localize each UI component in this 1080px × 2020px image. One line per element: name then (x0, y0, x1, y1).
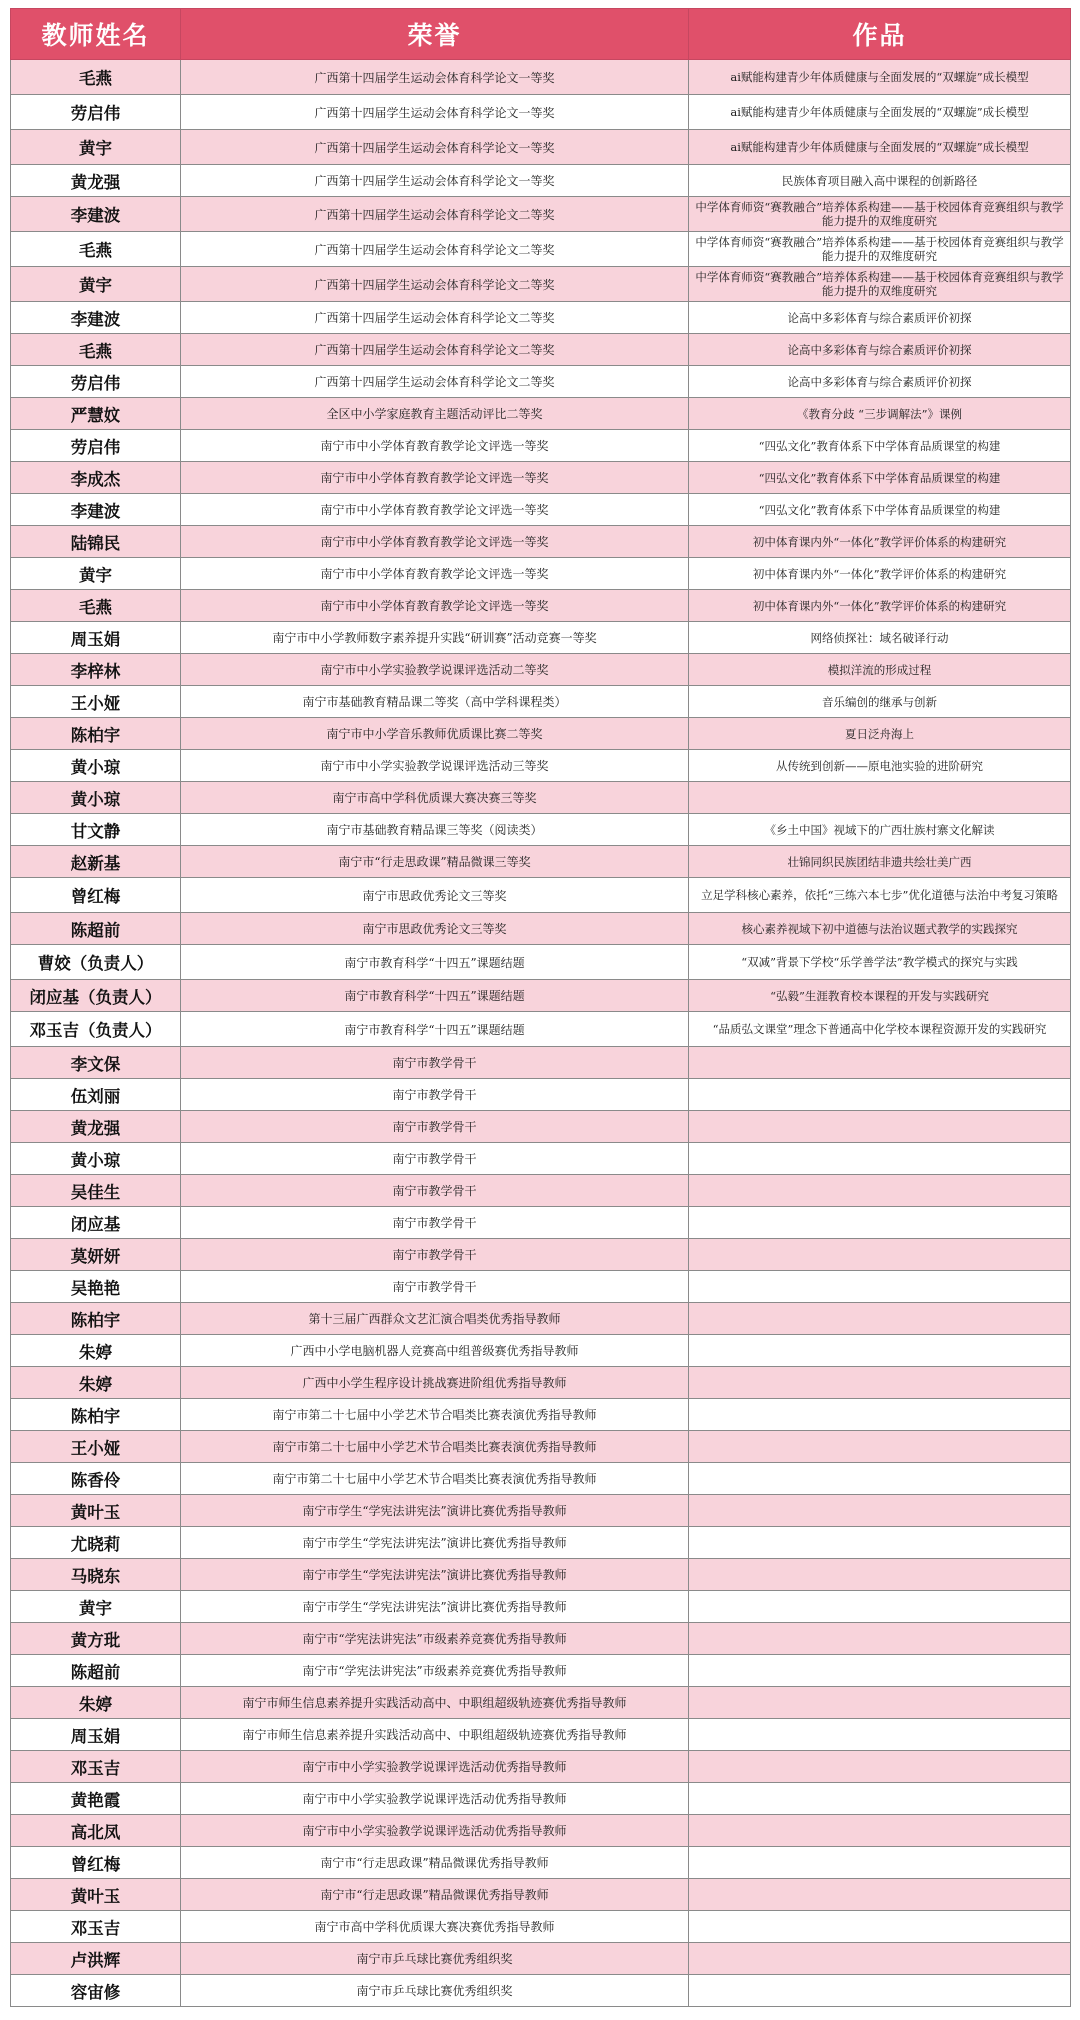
work-cell: “四弘文化”教育体系下中学体育品质课堂的构建 (689, 462, 1071, 494)
teacher-name-cell: 黄宇 (11, 1591, 181, 1623)
work-cell: 立足学科核心素养，依托“三练六本七步”优化道德与法治中考复习策略 (689, 878, 1071, 913)
table-row (11, 1463, 1071, 1495)
table-row (11, 1012, 1071, 1047)
header-teacher-name: 教师姓名 (11, 9, 181, 60)
teacher-name-cell: 容宙修 (11, 1975, 181, 2007)
teacher-name-cell: 黄小琼 (11, 782, 181, 814)
teacher-name-cell: 曾红梅 (11, 878, 181, 913)
honor-cell: 南宁市第二十七届中小学艺术节合唱类比赛表演优秀指导教师 (181, 1399, 689, 1431)
work-cell (689, 1687, 1071, 1719)
teacher-name-cell: 闭应基（负责人） (11, 980, 181, 1012)
work-cell: 音乐编创的继承与创新 (689, 686, 1071, 718)
teacher-name-cell: 赵新基 (11, 846, 181, 878)
teacher-name-cell: 李建波 (11, 197, 181, 232)
work-cell (689, 1719, 1071, 1751)
work-cell: ai赋能构建青少年体质健康与全面发展的“双螺旋”成长模型 (689, 130, 1071, 165)
work-cell (689, 1431, 1071, 1463)
honor-cell: 南宁市学生“学宪法讲宪法”演讲比赛优秀指导教师 (181, 1495, 689, 1527)
work-cell: ai赋能构建青少年体质健康与全面发展的“双螺旋”成长模型 (689, 95, 1071, 130)
table-row (11, 1239, 1071, 1271)
honor-cell: 南宁市中小学实验教学说课评选活动优秀指导教师 (181, 1783, 689, 1815)
work-cell (689, 1079, 1071, 1111)
honor-cell: 南宁市“学宪法讲宪法”市级素养竞赛优秀指导教师 (181, 1623, 689, 1655)
table-row (11, 95, 1071, 130)
work-cell: “四弘文化”教育体系下中学体育品质课堂的构建 (689, 494, 1071, 526)
work-cell: 论高中多彩体育与综合素质评价初探 (689, 366, 1071, 398)
teacher-name-cell: 甘文静 (11, 814, 181, 846)
honor-cell: 广西第十四届学生运动会体育科学论文二等奖 (181, 366, 689, 398)
work-cell: 中学体育师资“赛教融合”培养体系构建——基于校园体育竞赛组织与教学能力提升的双维度研究 (689, 197, 1071, 232)
work-cell: 模拟洋流的形成过程 (689, 654, 1071, 686)
teacher-name-cell: 黄宇 (11, 130, 181, 165)
work-cell: 《教育分歧 “三步调解法”》课例 (689, 398, 1071, 430)
teacher-name-cell: 陈柏宇 (11, 718, 181, 750)
teacher-name-cell: 陈柏宇 (11, 1303, 181, 1335)
teacher-name-cell: 卢洪辉 (11, 1943, 181, 1975)
teacher-name-cell: 伍刘丽 (11, 1079, 181, 1111)
teacher-name-cell: 李建波 (11, 302, 181, 334)
honor-cell: 南宁市中小学体育教育教学论文评选一等奖 (181, 462, 689, 494)
honor-cell: 南宁市“行走思政课”精品微课优秀指导教师 (181, 1879, 689, 1911)
table-row (11, 1399, 1071, 1431)
teacher-name-cell: 朱婷 (11, 1367, 181, 1399)
table-row (11, 1751, 1071, 1783)
honor-cell: 南宁市中小学体育教育教学论文评选一等奖 (181, 558, 689, 590)
honor-cell: 南宁市教学骨干 (181, 1047, 689, 1079)
table-row (11, 846, 1071, 878)
teacher-name-cell: 黄龙强 (11, 165, 181, 197)
table-row (11, 1847, 1071, 1879)
work-cell (689, 1143, 1071, 1175)
awards-table (10, 8, 1071, 2007)
teacher-name-cell: 陈超前 (11, 913, 181, 945)
work-cell (689, 1463, 1071, 1495)
teacher-name-cell: 黄小琼 (11, 750, 181, 782)
table-row (11, 814, 1071, 846)
work-cell (689, 1175, 1071, 1207)
honor-cell: 南宁市基础教育精品课三等奖（阅读类） (181, 814, 689, 846)
teacher-name-cell: 朱婷 (11, 1335, 181, 1367)
table-row (11, 1111, 1071, 1143)
honor-cell: 南宁市“学宪法讲宪法”市级素养竞赛优秀指导教师 (181, 1655, 689, 1687)
honor-cell: 南宁市高中学科优质课大赛决赛优秀指导教师 (181, 1911, 689, 1943)
teacher-name-cell: 李梓林 (11, 654, 181, 686)
honor-cell: 南宁市第二十七届中小学艺术节合唱类比赛表演优秀指导教师 (181, 1431, 689, 1463)
work-cell (689, 1111, 1071, 1143)
honor-cell: 南宁市中小学体育教育教学论文评选一等奖 (181, 526, 689, 558)
table-row (11, 1655, 1071, 1687)
honor-cell: 南宁市中小学教师数字素养提升实践“研训赛”活动竞赛一等奖 (181, 622, 689, 654)
work-cell (689, 1399, 1071, 1431)
table-row (11, 1271, 1071, 1303)
work-cell: 初中体育课内外“一体化”教学评价体系的构建研究 (689, 558, 1071, 590)
work-cell (689, 1847, 1071, 1879)
teacher-name-cell: 黄小琼 (11, 1143, 181, 1175)
table-row (11, 1335, 1071, 1367)
honor-cell: 南宁市学生“学宪法讲宪法”演讲比赛优秀指导教师 (181, 1591, 689, 1623)
teacher-name-cell: 陈香伶 (11, 1463, 181, 1495)
table-row (11, 494, 1071, 526)
teacher-name-cell: 邓玉吉 (11, 1911, 181, 1943)
table-row (11, 60, 1071, 95)
work-cell (689, 1815, 1071, 1847)
table-row (11, 398, 1071, 430)
work-cell: 初中体育课内外“一体化”教学评价体系的构建研究 (689, 590, 1071, 622)
table-row (11, 750, 1071, 782)
honor-cell: 广西第十四届学生运动会体育科学论文二等奖 (181, 232, 689, 267)
work-cell (689, 1367, 1071, 1399)
teacher-name-cell: 劳启伟 (11, 95, 181, 130)
work-cell (689, 1879, 1071, 1911)
teacher-name-cell: 黄叶玉 (11, 1879, 181, 1911)
honor-cell: 南宁市教学骨干 (181, 1111, 689, 1143)
honor-cell: 南宁市中小学实验教学说课评选活动优秀指导教师 (181, 1815, 689, 1847)
honor-cell: 南宁市乒乓球比赛优秀组织奖 (181, 1943, 689, 1975)
table-row (11, 334, 1071, 366)
honor-cell: 广西第十四届学生运动会体育科学论文一等奖 (181, 60, 689, 95)
work-cell: 夏日泛舟海上 (689, 718, 1071, 750)
table-row (11, 1975, 1071, 2007)
table-row (11, 430, 1071, 462)
work-cell: 中学体育师资“赛教融合”培养体系构建——基于校园体育竞赛组织与教学能力提升的双维度研究 (689, 267, 1071, 302)
honor-cell: 南宁市中小学实验教学说课评选活动三等奖 (181, 750, 689, 782)
work-cell: 核心素养视域下初中道德与法治议题式教学的实践探究 (689, 913, 1071, 945)
honor-cell: 南宁市中小学音乐教师优质课比赛二等奖 (181, 718, 689, 750)
table-row (11, 1815, 1071, 1847)
honor-cell: 南宁市基础教育精品课二等奖（高中学科课程类） (181, 686, 689, 718)
honor-cell: 南宁市教育科学“十四五”课题结题 (181, 1012, 689, 1047)
honor-cell: 南宁市中小学实验教学说课评选活动优秀指导教师 (181, 1751, 689, 1783)
table-row (11, 1047, 1071, 1079)
table-row (11, 1623, 1071, 1655)
table-row (11, 1719, 1071, 1751)
work-cell (689, 782, 1071, 814)
teacher-name-cell: 周玉娟 (11, 622, 181, 654)
teacher-name-cell: 黄龙强 (11, 1111, 181, 1143)
table-row (11, 622, 1071, 654)
table-row (11, 1431, 1071, 1463)
table-row (11, 1079, 1071, 1111)
honor-cell: 广西第十四届学生运动会体育科学论文二等奖 (181, 197, 689, 232)
teacher-name-cell: 劳启伟 (11, 430, 181, 462)
work-cell: 民族体育项目融入高中课程的创新路径 (689, 165, 1071, 197)
work-cell: “四弘文化”教育体系下中学体育品质课堂的构建 (689, 430, 1071, 462)
work-cell: ai赋能构建青少年体质健康与全面发展的“双螺旋”成长模型 (689, 60, 1071, 95)
teacher-name-cell: 闭应基 (11, 1207, 181, 1239)
header-row (11, 9, 1071, 60)
teacher-name-cell: 曾红梅 (11, 1847, 181, 1879)
honor-cell: 广西第十四届学生运动会体育科学论文一等奖 (181, 95, 689, 130)
teacher-name-cell: 王小娅 (11, 1431, 181, 1463)
table-row (11, 1783, 1071, 1815)
work-cell: 《乡土中国》视域下的广西壮族村寨文化解读 (689, 814, 1071, 846)
teacher-name-cell: 黄艳霞 (11, 1783, 181, 1815)
work-cell (689, 1271, 1071, 1303)
teacher-name-cell: 陆锦民 (11, 526, 181, 558)
work-cell: “双减”背景下学校“乐学善学法”教学模式的探究与实践 (689, 945, 1071, 980)
teacher-name-cell: 莫妍妍 (11, 1239, 181, 1271)
teacher-name-cell: 周玉娟 (11, 1719, 181, 1751)
teacher-name-cell: 李成杰 (11, 462, 181, 494)
work-cell (689, 1911, 1071, 1943)
honor-cell: 第十三届广西群众文艺汇演合唱类优秀指导教师 (181, 1303, 689, 1335)
teacher-name-cell: 陈柏宇 (11, 1399, 181, 1431)
honor-cell: 南宁市中小学体育教育教学论文评选一等奖 (181, 590, 689, 622)
honor-cell: 广西第十四届学生运动会体育科学论文二等奖 (181, 334, 689, 366)
table-row (11, 526, 1071, 558)
honor-cell: 南宁市教育科学“十四五”课题结题 (181, 980, 689, 1012)
table-header (11, 9, 1071, 60)
teacher-name-cell: 陈超前 (11, 1655, 181, 1687)
teacher-name-cell: 黄宇 (11, 267, 181, 302)
honor-cell: 南宁市教学骨干 (181, 1079, 689, 1111)
table-body (11, 60, 1071, 2007)
honor-cell: 南宁市教学骨干 (181, 1271, 689, 1303)
table-row (11, 1911, 1071, 1943)
teacher-name-cell: 黄方玭 (11, 1623, 181, 1655)
work-cell (689, 1975, 1071, 2007)
table-row (11, 1943, 1071, 1975)
honor-cell: 南宁市学生“学宪法讲宪法”演讲比赛优秀指导教师 (181, 1527, 689, 1559)
work-cell: 论高中多彩体育与综合素质评价初探 (689, 334, 1071, 366)
work-cell (689, 1207, 1071, 1239)
work-cell: 壮锦同织民族团结非遗共绘壮美广西 (689, 846, 1071, 878)
work-cell (689, 1495, 1071, 1527)
teacher-name-cell: 黄叶玉 (11, 1495, 181, 1527)
honor-cell: 南宁市思政优秀论文三等奖 (181, 913, 689, 945)
honor-cell: 南宁市乒乓球比赛优秀组织奖 (181, 1975, 689, 2007)
honor-cell: 南宁市教育科学“十四五”课题结题 (181, 945, 689, 980)
table-row (11, 1495, 1071, 1527)
teacher-name-cell: 毛燕 (11, 590, 181, 622)
honor-cell: 全区中小学家庭教育主题活动评比二等奖 (181, 398, 689, 430)
teacher-name-cell: 严慧妏 (11, 398, 181, 430)
work-cell (689, 1943, 1071, 1975)
work-cell: 论高中多彩体育与综合素质评价初探 (689, 302, 1071, 334)
honor-cell: 广西第十四届学生运动会体育科学论文一等奖 (181, 130, 689, 165)
teacher-name-cell: 黄宇 (11, 558, 181, 590)
table-row (11, 654, 1071, 686)
honor-cell: 南宁市思政优秀论文三等奖 (181, 878, 689, 913)
teacher-name-cell: 尤晓莉 (11, 1527, 181, 1559)
teacher-name-cell: 高北凤 (11, 1815, 181, 1847)
honor-cell: 南宁市中小学体育教育教学论文评选一等奖 (181, 494, 689, 526)
table-row (11, 590, 1071, 622)
teacher-name-cell: 李文保 (11, 1047, 181, 1079)
teacher-name-cell: 王小娅 (11, 686, 181, 718)
table-row (11, 197, 1071, 232)
table-row (11, 302, 1071, 334)
honor-cell: 南宁市教学骨干 (181, 1207, 689, 1239)
work-cell (689, 1335, 1071, 1367)
table-row (11, 1879, 1071, 1911)
table-row (11, 366, 1071, 398)
work-cell: “弘毅”生涯教育校本课程的开发与实践研究 (689, 980, 1071, 1012)
honor-cell: 南宁市师生信息素养提升实践活动高中、中职组超级轨迹赛优秀指导教师 (181, 1687, 689, 1719)
work-cell (689, 1047, 1071, 1079)
honor-cell: 南宁市学生“学宪法讲宪法”演讲比赛优秀指导教师 (181, 1559, 689, 1591)
header-work: 作品 (689, 9, 1071, 60)
work-cell: 中学体育师资“赛教融合”培养体系构建——基于校园体育竞赛组织与教学能力提升的双维度研究 (689, 232, 1071, 267)
teacher-name-cell: 邓玉吉 (11, 1751, 181, 1783)
header-honor: 荣誉 (181, 9, 689, 60)
table-row (11, 232, 1071, 267)
honor-cell: 南宁市师生信息素养提升实践活动高中、中职组超级轨迹赛优秀指导教师 (181, 1719, 689, 1751)
honor-cell: 南宁市第二十七届中小学艺术节合唱类比赛表演优秀指导教师 (181, 1463, 689, 1495)
table-row (11, 1175, 1071, 1207)
work-cell (689, 1239, 1071, 1271)
work-cell (689, 1559, 1071, 1591)
work-cell: 初中体育课内外“一体化”教学评价体系的构建研究 (689, 526, 1071, 558)
work-cell (689, 1591, 1071, 1623)
honor-cell: 广西第十四届学生运动会体育科学论文二等奖 (181, 267, 689, 302)
table-row (11, 462, 1071, 494)
teacher-name-cell: 马晓东 (11, 1559, 181, 1591)
table-row (11, 1207, 1071, 1239)
table-row (11, 1303, 1071, 1335)
table-row (11, 1591, 1071, 1623)
table-row (11, 718, 1071, 750)
teacher-name-cell: 邓玉吉（负责人） (11, 1012, 181, 1047)
work-cell (689, 1527, 1071, 1559)
work-cell: 从传统到创新——原电池实验的进阶研究 (689, 750, 1071, 782)
teacher-name-cell: 毛燕 (11, 232, 181, 267)
table-row (11, 1527, 1071, 1559)
honor-cell: 南宁市中小学体育教育教学论文评选一等奖 (181, 430, 689, 462)
teacher-name-cell: 吴佳生 (11, 1175, 181, 1207)
teacher-name-cell: 李建波 (11, 494, 181, 526)
awards-table-container (10, 8, 1070, 2007)
work-cell (689, 1655, 1071, 1687)
table-row (11, 686, 1071, 718)
work-cell: “品质弘文课堂”理念下普通高中化学校本课程资源开发的实践研究 (689, 1012, 1071, 1047)
teacher-name-cell: 毛燕 (11, 334, 181, 366)
teacher-name-cell: 吴艳艳 (11, 1271, 181, 1303)
table-row (11, 267, 1071, 302)
table-row (11, 165, 1071, 197)
honor-cell: 广西中小学电脑机器人竞赛高中组普级赛优秀指导教师 (181, 1335, 689, 1367)
honor-cell: 南宁市教学骨干 (181, 1175, 689, 1207)
table-row (11, 913, 1071, 945)
table-row (11, 1687, 1071, 1719)
teacher-name-cell: 曹姣（负责人） (11, 945, 181, 980)
table-row (11, 1143, 1071, 1175)
teacher-name-cell: 毛燕 (11, 60, 181, 95)
work-cell (689, 1751, 1071, 1783)
honor-cell: 南宁市教学骨干 (181, 1143, 689, 1175)
table-row (11, 558, 1071, 590)
work-cell (689, 1783, 1071, 1815)
honor-cell: 广西中小学生程序设计挑战赛进阶组优秀指导教师 (181, 1367, 689, 1399)
work-cell (689, 1623, 1071, 1655)
teacher-name-cell: 劳启伟 (11, 366, 181, 398)
table-row (11, 782, 1071, 814)
honor-cell: 南宁市中小学实验教学说课评选活动二等奖 (181, 654, 689, 686)
honor-cell: 南宁市“行走思政课”精品微课优秀指导教师 (181, 1847, 689, 1879)
honor-cell: 广西第十四届学生运动会体育科学论文二等奖 (181, 302, 689, 334)
teacher-name-cell: 朱婷 (11, 1687, 181, 1719)
work-cell: 网络侦探社：域名破译行动 (689, 622, 1071, 654)
honor-cell: 南宁市“行走思政课”精品微课三等奖 (181, 846, 689, 878)
table-row (11, 945, 1071, 980)
table-row (11, 878, 1071, 913)
table-row (11, 1559, 1071, 1591)
table-row (11, 980, 1071, 1012)
honor-cell: 南宁市教学骨干 (181, 1239, 689, 1271)
work-cell (689, 1303, 1071, 1335)
table-row (11, 1367, 1071, 1399)
honor-cell: 南宁市高中学科优质课大赛决赛三等奖 (181, 782, 689, 814)
honor-cell: 广西第十四届学生运动会体育科学论文一等奖 (181, 165, 689, 197)
table-row (11, 130, 1071, 165)
